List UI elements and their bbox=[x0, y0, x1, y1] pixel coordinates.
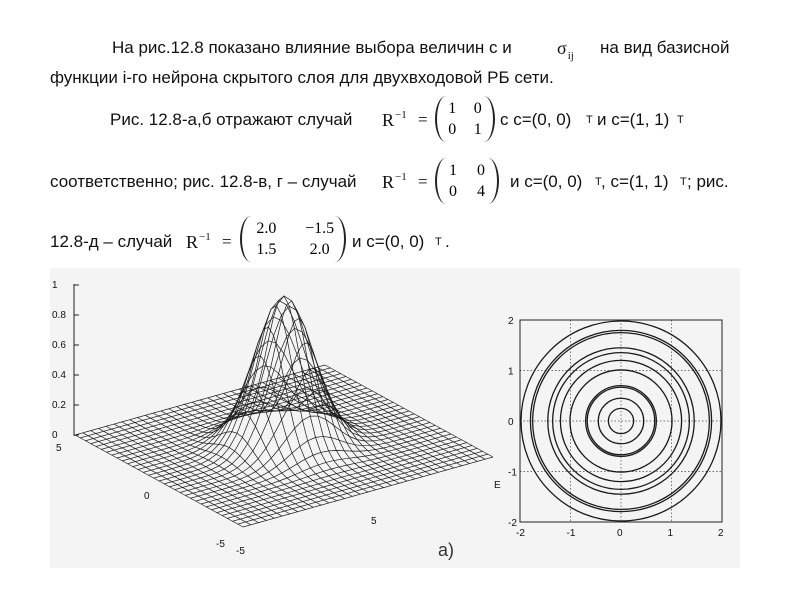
sigma-subscript: ij bbox=[567, 50, 574, 62]
R-char: R bbox=[186, 232, 199, 252]
line5-text-end: . bbox=[445, 232, 450, 251]
x-tick-label: -5 bbox=[236, 546, 245, 557]
figure-caption: а) bbox=[438, 540, 455, 560]
z-tick-label: 0.2 bbox=[52, 400, 66, 411]
contour-ring bbox=[586, 386, 657, 457]
line3-text-c1: с с=(0, 0) bbox=[500, 110, 572, 129]
y-tick-label: 0 bbox=[144, 491, 150, 502]
contour-ring bbox=[521, 321, 721, 521]
matrix-identity bbox=[435, 96, 495, 142]
line4-equals: = bbox=[418, 172, 428, 191]
surface-mesh-line bbox=[154, 300, 404, 478]
line4-text-c2: , с=(1, 1) bbox=[601, 172, 669, 191]
contour-plot bbox=[500, 308, 740, 548]
surface-mesh bbox=[75, 296, 493, 527]
R-superscript: −1 bbox=[395, 109, 407, 121]
contour-x-tick-label: -2 bbox=[516, 528, 525, 539]
R-superscript: −1 bbox=[395, 171, 407, 183]
x-tick-label: 5 bbox=[371, 516, 377, 527]
surface-mesh-line bbox=[243, 457, 493, 527]
contour-ring bbox=[560, 360, 681, 481]
matrix-cell: 4 bbox=[477, 183, 485, 200]
line4-text-start: соответственно; рис. 12.8-в, г – случай bbox=[50, 172, 357, 191]
line4-text-c1: и с=(0, 0) bbox=[510, 172, 583, 191]
line1-text-end: на вид базисной bbox=[600, 38, 730, 57]
surface-mesh-line bbox=[206, 437, 456, 507]
contour-y-tick-label: -2 bbox=[508, 518, 517, 529]
sigma-symbol bbox=[557, 38, 574, 61]
line4-text-end: ; рис. bbox=[687, 172, 729, 191]
matrix-cell: 0 bbox=[448, 121, 457, 138]
matrix-second bbox=[435, 158, 499, 204]
contour-y-tick-label: 2 bbox=[508, 316, 514, 327]
surface-mesh-line bbox=[196, 431, 446, 501]
R-char: R bbox=[382, 172, 395, 192]
line3-text-c2: и с=(1, 1) bbox=[597, 110, 670, 129]
line5-text-start: 12.8-д – случай bbox=[50, 232, 173, 251]
surface-mesh-line bbox=[149, 317, 399, 475]
matrix-cell: 2.0 bbox=[256, 220, 277, 237]
transpose-mark: T bbox=[435, 236, 442, 248]
contour-x-tick-label: 0 bbox=[617, 528, 623, 539]
axis-label-e: E bbox=[494, 480, 501, 491]
line3-text-start: Рис. 12.8-а,б отражают случай bbox=[110, 110, 353, 129]
surface-mesh-line bbox=[98, 428, 266, 520]
R-superscript: −1 bbox=[199, 231, 211, 243]
contour-y-tick-label: -1 bbox=[508, 467, 517, 479]
line5-equals: = bbox=[222, 232, 232, 251]
z-tick-group bbox=[52, 280, 79, 441]
line4-R-symbol bbox=[382, 172, 407, 195]
matrix-cell: −1.5 bbox=[305, 220, 335, 237]
transpose-mark: T bbox=[680, 176, 687, 188]
contour-x-tick-label: 2 bbox=[718, 528, 724, 539]
z-tick-label: 0.4 bbox=[52, 370, 66, 381]
contour-y-tick-label: 0 bbox=[508, 417, 514, 428]
z-tick-label: 1 bbox=[52, 280, 58, 291]
matrix-cell: 0 bbox=[473, 100, 482, 117]
line2-text: функции i-го нейрона скрытого слоя для двухвходовой РБ сети. bbox=[50, 68, 554, 87]
matrix-cell: 1 bbox=[473, 121, 482, 138]
R-char: R bbox=[382, 110, 395, 130]
contour-y-tick-label: 1 bbox=[508, 366, 514, 378]
matrix-cell: 1 bbox=[449, 162, 457, 179]
line5-text-c: и с=(0, 0) bbox=[352, 232, 425, 251]
y-tick-label: -5 bbox=[216, 539, 225, 550]
matrix-third bbox=[240, 216, 346, 262]
z-tick-label: 0.6 bbox=[52, 340, 66, 351]
matrix-cell: 0 bbox=[477, 162, 485, 179]
z-tick-label: 0 bbox=[52, 430, 58, 441]
contour-rings bbox=[521, 321, 721, 521]
surface-mesh-line bbox=[128, 394, 378, 464]
line5-R-symbol bbox=[186, 232, 211, 255]
matrix-cell: 1 bbox=[448, 100, 457, 117]
transpose-mark: T bbox=[595, 176, 602, 188]
transpose-mark: T bbox=[586, 114, 593, 126]
surface-mesh-line bbox=[101, 379, 351, 449]
line3-equals: = bbox=[418, 110, 428, 129]
contour-x-tick-label: 1 bbox=[667, 528, 674, 539]
matrix-cell: 1.5 bbox=[256, 241, 277, 258]
contour-ring bbox=[530, 330, 711, 511]
sigma-char: σ bbox=[557, 38, 567, 58]
line1-text-start: На рис.12.8 показано влияние выбора величин с и bbox=[112, 38, 512, 57]
matrix-cell: 2.0 bbox=[309, 241, 330, 258]
surface-plot bbox=[50, 272, 510, 572]
transpose-mark: T bbox=[677, 114, 684, 126]
matrix-cell: 0 bbox=[449, 183, 457, 200]
line3-R-symbol bbox=[382, 110, 407, 133]
y-tick-label: 5 bbox=[56, 443, 62, 454]
contour-x-tick-label: -1 bbox=[566, 528, 576, 539]
z-tick-label: 0.8 bbox=[52, 310, 66, 321]
